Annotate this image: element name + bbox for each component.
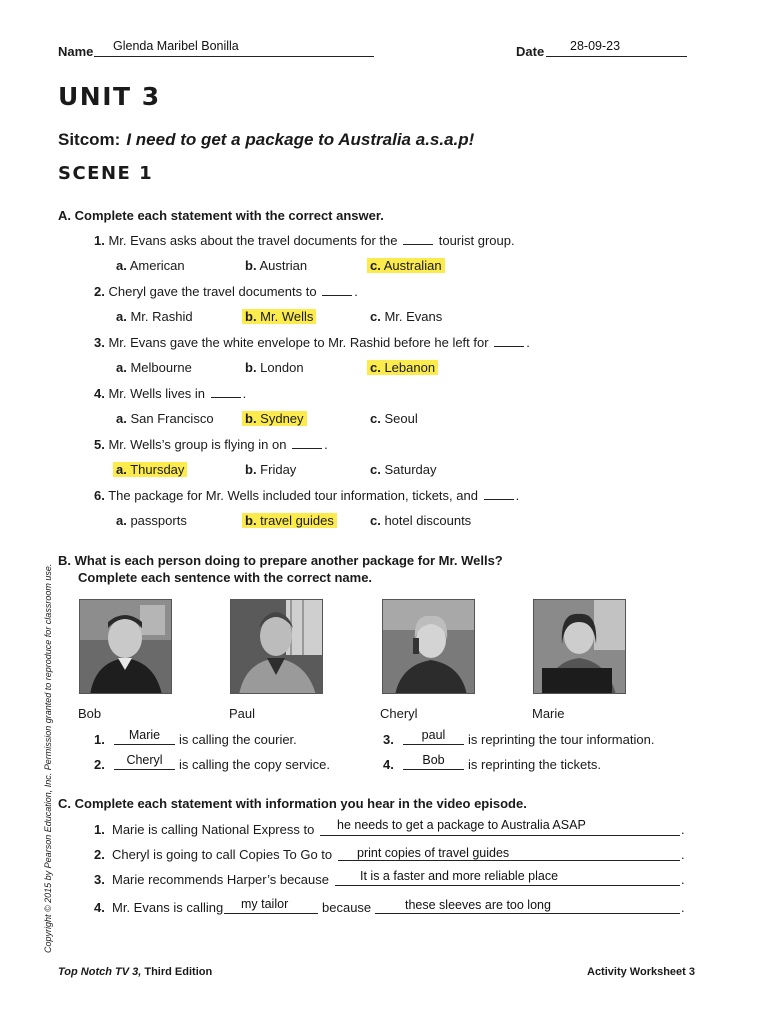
option-text: hotel discounts [380,513,472,528]
blank-line [322,295,352,296]
question-1 [94,233,515,248]
period: . [681,822,685,837]
answer-field[interactable]: Bob [422,753,445,767]
option-a-q4[interactable] [113,411,217,426]
section-b-heading-line2: Complete each sentence with the correct name. [78,570,373,585]
blank-line [494,346,524,347]
footer-title: Top Notch TV 3, [58,966,142,978]
question-number: 4. [94,386,105,401]
footer-edition: Third Edition [141,966,213,978]
option-letter: a. [116,309,127,324]
date-label: Date [516,44,545,59]
sitcom-episode-title: I need to get a package to Australia a.s.a.p! [126,130,475,149]
question-number: 1. [94,233,105,248]
photo-paul [230,599,323,694]
option-letter: a. [116,258,127,273]
question-stem: Mr. Evans gave the white envelope to Mr. Rashid before he left for [108,335,493,350]
option-a-q1[interactable] [113,258,188,273]
name-field[interactable]: Glenda Maribel Bonilla [113,39,239,53]
question-tail: . [515,488,520,503]
option-text: Australian [380,258,442,273]
option-text: Mr. Rashid [126,309,193,324]
sentence-text: is reprinting the tickets. [468,757,601,772]
option-text: Sydney [256,411,304,426]
option-a-q6[interactable] [113,513,190,528]
option-b-q6[interactable] [242,513,337,528]
section-c-heading: C. Complete each statement with information you hear in the video episode. [58,796,527,811]
question-6 [94,488,519,503]
name-line [94,56,374,57]
option-c-q6[interactable] [367,513,474,528]
answer-field[interactable]: print copies of travel guides [357,846,510,860]
name-label: Name [58,44,94,59]
answer-line [375,913,680,914]
sentence-text: is calling the courier. [179,732,297,747]
blank-line [211,397,241,398]
period: . [681,900,685,915]
section-b-item-1: 1. [94,732,105,747]
option-letter: c. [370,411,381,426]
option-text: American [126,258,185,273]
question-5 [94,437,328,452]
option-letter: c. [370,360,381,375]
person-name-marie: Marie [532,706,565,721]
answer-line [338,860,680,861]
photo-bob [79,599,172,694]
answer-field[interactable]: Marie [128,728,161,742]
copyright-notice: Copyright © 2015 by Pearson Education, Inc. Permission granted to reproduce for classroom use. [43,563,53,953]
option-text: San Francisco [126,411,214,426]
statement-text: Cheryl is going to call Copies To Go to [112,847,333,862]
section-c-item-2: 2. [94,847,105,862]
option-letter: b. [245,462,257,477]
answer-field[interactable]: paul [421,728,446,742]
option-text: Mr. Evans [380,309,443,324]
question-number: 6. [94,488,105,503]
question-stem: Mr. Wells lives in [108,386,209,401]
answer-field[interactable]: he needs to get a package to Australia ASAP [337,818,586,832]
option-letter: b. [245,513,257,528]
option-c-q4[interactable] [367,411,421,426]
sentence-text: is calling the copy service. [179,757,331,772]
statement-middle-text: because [322,900,372,915]
answer-line [114,769,175,770]
answer-line [335,885,680,886]
period: . [681,872,685,887]
question-tail: . [526,335,530,350]
unit-title: UNIT 3 [58,82,161,111]
question-stem: Mr. Evans asks about the travel documents for the [108,233,402,248]
footer-book-title [58,966,212,978]
option-text: Friday [256,462,297,477]
person-name-bob: Bob [78,706,102,721]
question-3 [94,335,530,350]
option-text: Mr. Wells [256,309,314,324]
question-tail: . [242,386,247,401]
question-tail: tourist group. [435,233,515,248]
option-b-q2[interactable] [242,309,316,324]
date-line [546,56,687,57]
option-b-q3[interactable] [242,360,307,375]
question-tail: . [354,284,358,299]
option-letter: b. [245,411,257,426]
option-b-q5[interactable] [242,462,299,477]
blank-line [484,499,514,500]
statement-text: Marie is calling National Express to [112,822,315,837]
option-text: Thursday [126,462,185,477]
question-4 [94,386,246,401]
option-letter: b. [245,360,257,375]
sitcom-title [58,130,474,150]
answer-line [320,835,680,836]
blank-line [403,244,433,245]
option-letter: b. [245,258,257,273]
option-letter: c. [370,513,381,528]
statement-text: Marie recommends Harper’s because [112,872,330,887]
question-stem: The package for Mr. Wells included tour information, tickets, and [108,488,482,503]
option-letter: a. [116,462,127,477]
option-letter: c. [370,258,381,273]
person-name-paul: Paul [229,706,256,721]
option-a-q2[interactable] [113,309,196,324]
scene-title: SCENE 1 [58,163,154,184]
option-text: Austrian [256,258,308,273]
answer-line [403,744,464,745]
answer-field[interactable]: my tailor [241,897,289,911]
option-c-q1[interactable] [367,258,445,273]
answer-field[interactable]: Cheryl [126,753,163,767]
section-b-item-4: 4. [383,757,394,772]
section-a-heading: A. Complete each statement with the correct answer. [58,208,384,223]
answer-field[interactable]: these sleeves are too long [405,898,551,912]
person-name-cheryl: Cheryl [380,706,418,721]
photo-marie [533,599,626,694]
answer-line [403,769,464,770]
question-number: 5. [94,437,105,452]
footer-worksheet-label: Activity Worksheet 3 [587,966,696,978]
option-letter: c. [370,309,381,324]
sentence-text: is reprinting the tour information. [468,732,655,747]
option-text: London [256,360,304,375]
answer-line [224,913,318,914]
answer-line [114,744,175,745]
photo-cheryl [382,599,475,694]
option-b-q1[interactable] [242,258,310,273]
section-b-heading-line1: B. What is each person doing to prepare another package for Mr. Wells? [58,553,503,568]
statement-text: Mr. Evans is calling [112,900,224,915]
period: . [681,847,685,862]
option-text: Seoul [380,411,418,426]
option-letter: a. [116,411,127,426]
section-b-item-3: 3. [383,732,394,747]
option-letter: b. [245,309,257,324]
option-a-q3[interactable] [113,360,195,375]
question-number: 3. [94,335,105,350]
section-c-item-1: 1. [94,822,105,837]
option-text: Melbourne [126,360,192,375]
question-stem: Cheryl gave the travel documents to [108,284,321,299]
option-letter: c. [370,462,381,477]
question-tail: . [324,437,328,452]
option-letter: a. [116,513,127,528]
blank-line [292,448,322,449]
question-number: 2. [94,284,105,299]
section-c-item-4: 4. [94,900,105,915]
question-stem: Mr. Wells’s group is flying in on [108,437,291,452]
section-b-item-2: 2. [94,757,105,772]
answer-field[interactable]: It is a faster and more reliable place [360,869,559,883]
option-letter: a. [116,360,127,375]
option-c-q5[interactable] [367,462,440,477]
sitcom-label: Sitcom: [58,130,121,149]
option-text: passports [126,513,187,528]
option-text: Saturday [380,462,437,477]
question-2 [94,284,358,299]
section-c-item-3: 3. [94,872,105,887]
option-c-q3[interactable] [367,360,438,375]
option-c-q2[interactable] [367,309,445,324]
option-text: Lebanon [380,360,436,375]
option-text: travel guides [256,513,334,528]
date-field[interactable]: 28-09-23 [570,39,621,53]
option-b-q4[interactable] [242,411,307,426]
option-a-q5[interactable] [113,462,187,477]
